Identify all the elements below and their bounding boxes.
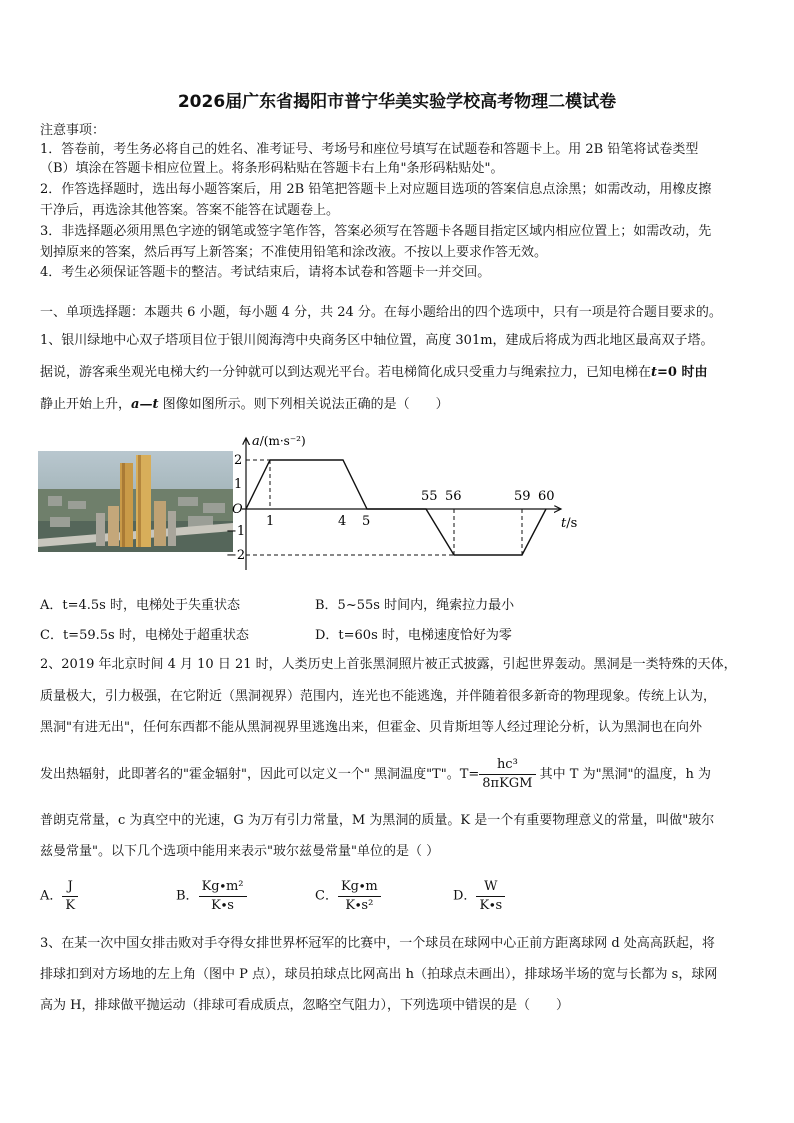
y-tick-2: 2 xyxy=(234,453,243,468)
x-tick-59: 59 xyxy=(514,489,531,504)
notice-line: 2．作答选择题时，选出每小题答案后，用 2B 铅笔把答题卡上对应题目选项的答案信息点涂黑；如需改动，用橡皮擦 xyxy=(40,182,712,197)
q3-line: 3、在某一次中国女排击败对手夺得女排世界杯冠军的比赛中，一个球员在球网中心正前方距离球网 d 处高高跃起，将 xyxy=(40,936,715,951)
q2-line: 质量极大，引力极强，在它附近（黑洞视界）范围内，连光也不能逃逸，并伴随着很多新奇的物理现象。传统上认为， xyxy=(40,689,717,704)
x-axis-label: t/s xyxy=(561,516,578,531)
origin-label: O xyxy=(232,502,243,517)
a-t-curve xyxy=(246,460,546,555)
notice-line: 1．答卷前，考生务必将自己的姓名、准考证号、考场号和座位号填写在试题卷和答题卡上。用 2B 铅笔将试卷类型 xyxy=(40,142,699,157)
q1-line: 1、银川绿地中心双子塔项目位于银川阅海湾中央商务区中轴位置，高度 301m，建成后将成为西北地区最高双子塔。 xyxy=(40,333,714,348)
q1-option-b: B．5~55s 时间内，绳索拉力最小 xyxy=(315,598,515,613)
notice-line: （B）填涂在答题卡相应位置上。将条形码粘贴在答题卡右上角"条形码粘贴处"。 xyxy=(40,161,504,176)
q1-option-a: A．t=4.5s 时，电梯处于失重状态 xyxy=(40,598,240,613)
notice-line: 划掉原来的答案，然后再写上新答案；不准使用铅笔和涂改液。不按以上要求作答无效。 xyxy=(40,245,548,260)
x-tick-60: 60 xyxy=(538,489,555,504)
acceleration-time-graph xyxy=(228,430,588,570)
page-title: 2026届广东省揭阳市普宁华美实验学校高考物理二模试卷 xyxy=(177,92,617,112)
q2-line: 兹曼常量"。以下几个选项中能用来表示"玻尔兹曼常量"单位的是（ ） xyxy=(40,844,440,859)
q2-option-a: A． $\frac{J}{K}$ xyxy=(40,878,78,915)
q2-formula-line: 发出热辐射，此即著名的"霍金辐射"，因此可以定义一个" 黑洞温度"T"。T= $\frac{\text{hc³}}{\text{8πKGM}}$ 其中 T 为"黑洞"的温度，h 为 xyxy=(40,757,712,791)
q1-option-d: D．t=60s 时，电梯速度恰好为零 xyxy=(315,628,512,643)
x-tick-1: 1 xyxy=(266,514,275,529)
q1-line: 据说，游客乘坐观光电梯大约一分钟就可以到达观光平台。若电梯简化成只受重力与绳索拉力，已知电梯在t=0 时由 xyxy=(40,365,708,380)
twin-tower-photo xyxy=(38,451,233,552)
x-tick-4: 4 xyxy=(338,514,347,529)
section-heading: 一、单项选择题：本题共 6 小题，每小题 4 分，共 24 分。在每小题给出的四个选项中，只有一项是符合题目要求的。 xyxy=(40,305,722,320)
notice-line: 3．非选择题必须用黑色字迹的钢笔或签字笔作答，答案必须写在答题卡各题目指定区域内相应位置上；如需改动，先 xyxy=(40,224,712,239)
q2-line: 黑洞"有进无出"，任何东西都不能从黑洞视界里逃逸出来，但霍金、贝肯斯坦等人经过理论分析，认为黑洞也在向外 xyxy=(40,720,702,735)
notice-line: 4．考生必须保证答题卡的整洁。考试结束后，请将本试卷和答题卡一并交回。 xyxy=(40,265,491,280)
y-tick-neg2: −2 xyxy=(226,548,246,563)
q1-line: 静止开始上升，a—t 图像如图所示。则下列相关说法正确的是（ ） xyxy=(40,397,449,412)
q2-option-c: C． $\frac{Kg\cdot m}{\text{K∙s²}}$ xyxy=(315,878,381,915)
q3-line: 高为 H，排球做平抛运动（排球可看成质点，忽略空气阻力），下列选项中错误的是（ ） xyxy=(40,998,569,1013)
x-tick-56: 56 xyxy=(445,489,462,504)
notice-header: 注意事项： xyxy=(40,123,106,138)
q2-option-d: D． $\frac{W}{K\cdot s}$ xyxy=(453,878,505,915)
q2-line: 普朗克常量，c 为真空中的光速，G 为万有引力常量，M 为黑洞的质量。K 是一个有重要物理意义的常量，叫做"玻尔 xyxy=(40,813,715,828)
q1-option-c: C．t=59.5s 时，电梯处于超重状态 xyxy=(40,628,249,643)
notice-line: 干净后，再选涂其他答案。答案不能答在试题卷上。 xyxy=(40,203,340,218)
hawking-temperature-formula: $\frac{\text{hc³}}{\text{8πKGM}}$ xyxy=(479,756,535,793)
x-tick-55: 55 xyxy=(421,489,438,504)
y-tick-1: 1 xyxy=(234,477,243,492)
q3-line: 排球扣到对方场地的左上角（图中 P 点），球员拍球点比网高出 h（拍球点未画出），排球场半场的宽与长都为 s，球网 xyxy=(40,967,718,982)
y-tick-neg1: −1 xyxy=(226,524,246,539)
q2-option-b: B． $\frac{\text{Kg∙m²}}{K\cdot s}$ xyxy=(176,878,247,915)
q2-line: 2、2019 年北京时间 4 月 10 日 21 时，人类历史上首张黑洞照片被正式披露，引起世界轰动。黑洞是一类特殊的天体， xyxy=(40,657,737,672)
y-axis-label: a/(m·s⁻²) xyxy=(252,434,306,449)
x-tick-5: 5 xyxy=(362,514,371,529)
